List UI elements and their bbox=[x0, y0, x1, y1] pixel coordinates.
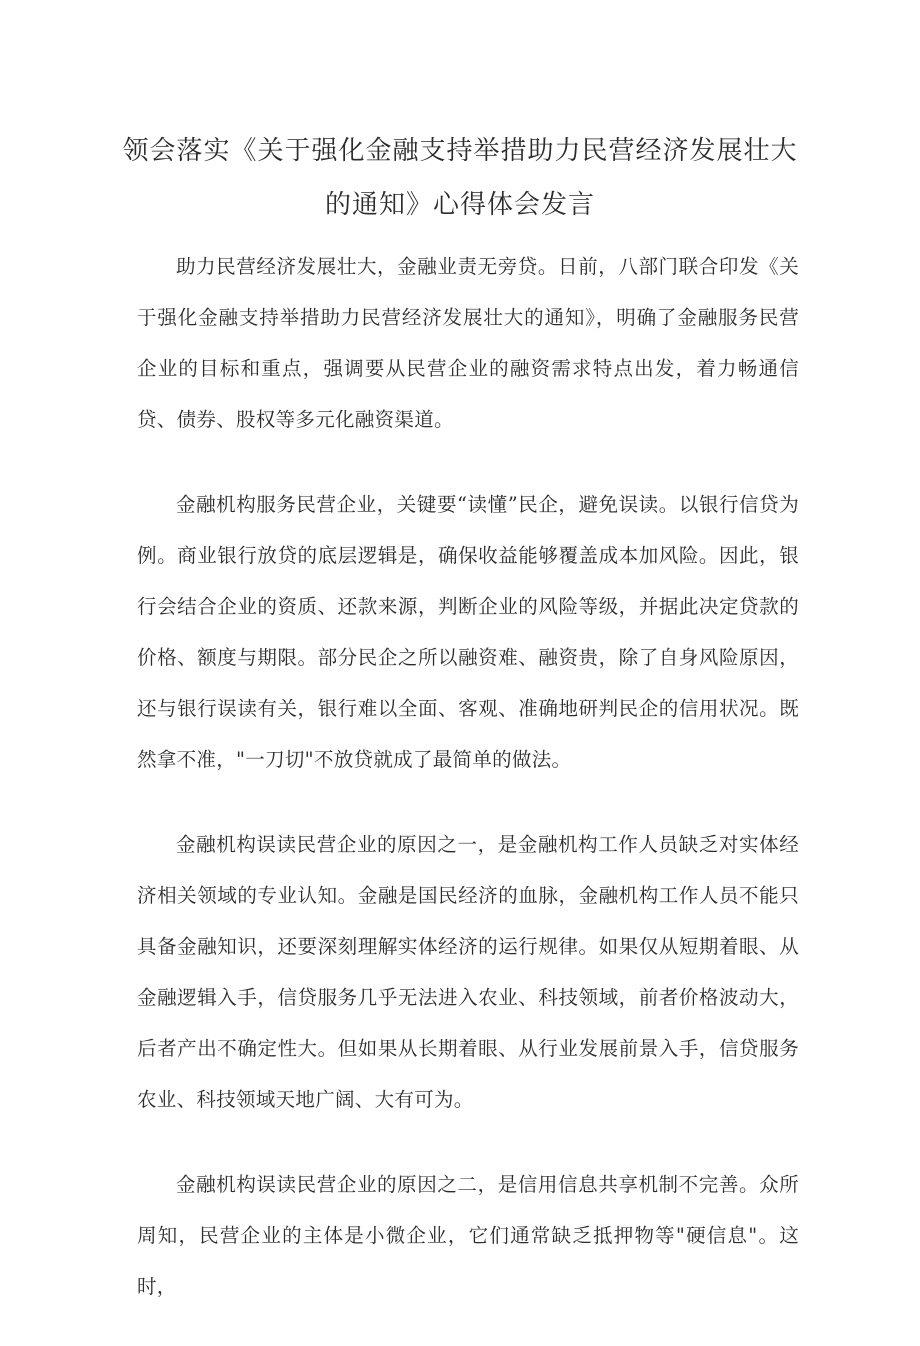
document-title bbox=[120, 124, 800, 232]
paragraph-2: 金融机构服务民营企业，关键要“读懂”民企，避免误读。以银行信贷为例。商业银行放贷的底层逻辑是，确保收益能够覆盖成本加风险。因此，银行会结合企业的资质、还款来源，判断企业的风险等级，并据此决定贷款的价格、额度与期限。部分民企之所以融资难、融资贵，除了自身风险原因，还与银行误读有关，银行难以全面、客观、准确地研判民企的信用状况。既然拿不准，"一刀切"不放贷就成了最简单的做法。 bbox=[137, 493, 799, 771]
paragraph-3: 金融机构误读民营企业的原因之一，是金融机构工作人员缺乏对实体经济相关领域的专业认知。金融是国民经济的血脉，金融机构工作人员不能只具备金融知识，还要深刻理解实体经济的运行规律。如果仅从短期着眼、从金融逻辑入手，信贷服务几乎无法进入农业、科技领域，前者价格波动大，后者产出不确定性大。但如果从长期着眼、从行业发展前景入手，信贷服务农业、科技领域天地广阔、大有可为。 bbox=[137, 833, 799, 1111]
paragraph-1: 助力民营经济发展壮大，金融业责无旁贷。日前，八部门联合印发《关于强化金融支持举措助力民营经济发展壮大的通知》，明确了金融服务民营企业的目标和重点，强调要从民营企业的融资需求特点出发，着力畅通信贷、债券、股权等多元化融资渠道。 bbox=[137, 255, 799, 431]
title-line-2: 的通知》心得体会发言 bbox=[324, 190, 595, 220]
paragraph-4: 金融机构误读民营企业的原因之二，是信用信息共享机制不完善。众所周知，民营企业的主体是小微企业，它们通常缺乏抵押物等"硬信息"。这时， bbox=[137, 1173, 799, 1298]
document-body bbox=[137, 241, 799, 1346]
title-line-1: 领会落实《关于强化金融支持举措助力民营经济发展壮大 bbox=[122, 136, 798, 166]
